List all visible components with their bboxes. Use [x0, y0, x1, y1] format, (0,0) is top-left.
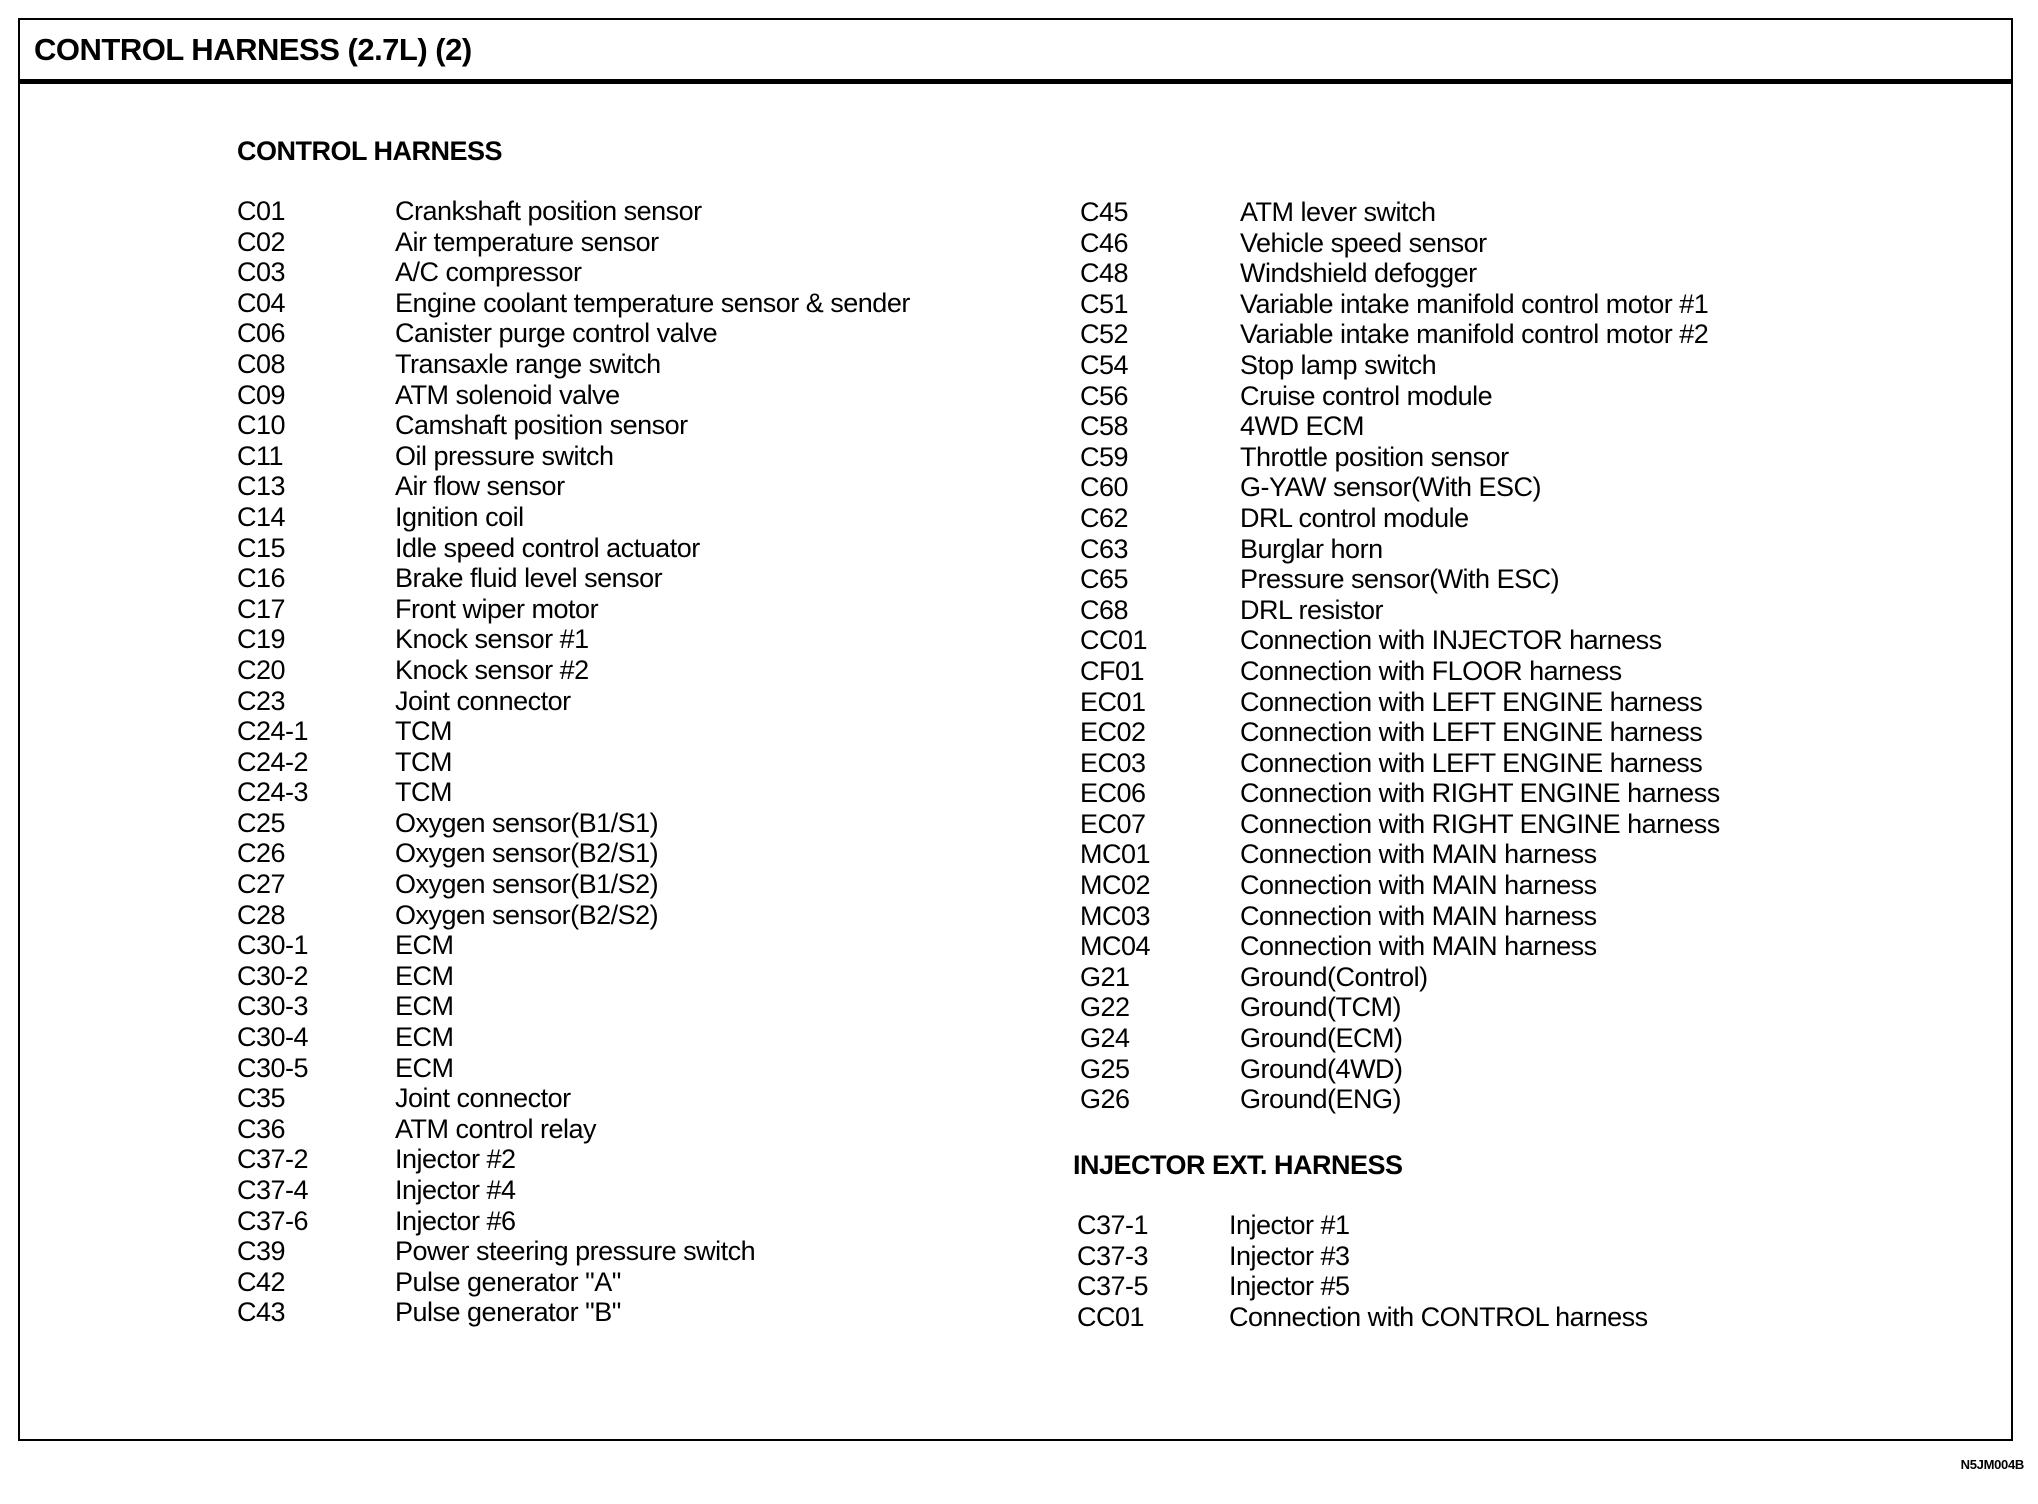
connector-description: Cruise control module: [1240, 380, 1493, 411]
connector-row: [237, 1206, 910, 1237]
connector-code: C59: [1080, 441, 1129, 472]
connector-code: C01: [237, 196, 286, 226]
connector-row: [1080, 717, 1720, 748]
connector-code: C43: [237, 1297, 286, 1328]
connector-row: [1077, 1210, 1648, 1241]
connector-code: C27: [237, 869, 286, 900]
connector-description: DRL resistor: [1240, 594, 1384, 625]
connector-row: [237, 747, 910, 778]
connector-description: Variable intake manifold control motor #2: [1240, 319, 1709, 350]
connector-row: [237, 1144, 910, 1175]
injector-ext-harness-heading: INJECTOR EXT. HARNESS: [1073, 1150, 1403, 1180]
connector-code: MC02: [1080, 870, 1151, 901]
connector-code: C45: [1080, 197, 1129, 227]
connector-row: [237, 196, 910, 227]
connector-code: C10: [237, 410, 286, 441]
connector-code: MC04: [1080, 931, 1151, 962]
connector-description: Injector #5: [1229, 1271, 1350, 1302]
connector-code: C37-2: [237, 1144, 309, 1175]
connector-row: [237, 900, 910, 931]
connector-row: [237, 349, 910, 380]
connector-description: Connection with LEFT ENGINE harness: [1240, 686, 1703, 717]
connector-description: ECM: [395, 930, 454, 961]
connector-row: [1080, 595, 1720, 626]
connector-row: [237, 1114, 910, 1145]
connector-row: [1080, 778, 1720, 809]
connector-code: C30-1: [237, 930, 309, 961]
connector-code: G22: [1080, 992, 1130, 1023]
connector-code: EC07: [1080, 808, 1146, 839]
connector-row: [237, 1053, 910, 1084]
connector-description: Ground(TCM): [1240, 992, 1402, 1023]
connector-description: Connection with LEFT ENGINE harness: [1240, 717, 1703, 748]
connector-row: [237, 1267, 910, 1298]
connector-description: Crankshaft position sensor: [395, 196, 702, 226]
connector-row: [237, 991, 910, 1022]
connector-code: C54: [1080, 349, 1129, 380]
connector-row: [1077, 1241, 1648, 1272]
connector-description: Knock sensor #1: [395, 624, 589, 655]
connector-description: Oxygen sensor(B1/S2): [395, 869, 659, 900]
connector-code: C02: [237, 226, 286, 257]
connector-code: C51: [1080, 288, 1129, 319]
connector-description: Connection with MAIN harness: [1240, 839, 1597, 870]
connector-row: [237, 502, 910, 533]
connector-description: Pressure sensor(With ESC): [1240, 564, 1560, 595]
connector-code: MC03: [1080, 900, 1151, 931]
connector-description: Engine coolant temperature sensor & sender: [395, 287, 910, 318]
connector-row: [1080, 1084, 1720, 1115]
connector-description: Brake fluid level sensor: [395, 563, 663, 594]
connector-code: C06: [237, 318, 286, 349]
connector-code: C09: [237, 379, 286, 410]
connector-description: Injector #3: [1229, 1240, 1350, 1271]
connector-code: C23: [237, 685, 286, 716]
connector-row: [237, 961, 910, 992]
connector-row: [237, 624, 910, 655]
connector-description: ATM lever switch: [1240, 197, 1436, 227]
page-title: CONTROL HARNESS (2.7L) (2): [34, 32, 472, 67]
connector-description: Ground(ENG): [1240, 1084, 1402, 1115]
connector-code: C37-1: [1077, 1210, 1149, 1240]
connector-code: C11: [237, 440, 284, 471]
connector-row: [1080, 503, 1720, 534]
connector-code: C20: [237, 654, 286, 685]
connector-description: Knock sensor #2: [395, 654, 589, 685]
connector-code: EC02: [1080, 717, 1146, 748]
connector-row: [1080, 748, 1720, 779]
connector-description: Oxygen sensor(B2/S1): [395, 838, 659, 869]
connector-row: [1080, 839, 1720, 870]
connector-row: [1080, 1023, 1720, 1054]
connector-row: [237, 869, 910, 900]
connector-description: Joint connector: [395, 1083, 571, 1114]
connector-description: Camshaft position sensor: [395, 410, 688, 441]
connector-row: [237, 410, 910, 441]
connector-code: C35: [237, 1083, 286, 1114]
connector-row: [237, 227, 910, 258]
connector-code: C39: [237, 1236, 286, 1267]
connector-code: C24-1: [237, 716, 309, 747]
connector-row: [237, 1022, 910, 1053]
connector-description: Connection with RIGHT ENGINE harness: [1240, 808, 1720, 839]
connector-row: [1080, 442, 1720, 473]
connector-code: C37-6: [237, 1205, 309, 1236]
connector-description: Idle speed control actuator: [395, 532, 700, 563]
connector-code: CF01: [1080, 655, 1145, 686]
connector-code: C25: [237, 807, 286, 838]
connector-code: C48: [1080, 258, 1129, 289]
connector-row: [237, 533, 910, 564]
connector-code: C30-5: [237, 1052, 309, 1083]
connector-row: [1080, 258, 1720, 289]
connector-row: [1080, 197, 1720, 228]
connector-description: Transaxle range switch: [395, 348, 661, 379]
connector-description: Burglar horn: [1240, 533, 1383, 564]
connector-row: [1080, 319, 1720, 350]
connector-row: [1080, 870, 1720, 901]
connector-code: C52: [1080, 319, 1129, 350]
connector-description: Air temperature sensor: [395, 226, 659, 257]
connector-description: ATM solenoid valve: [395, 379, 620, 410]
connector-description: Vehicle speed sensor: [1240, 227, 1487, 258]
connector-row: [1080, 901, 1720, 932]
connector-row: [1080, 534, 1720, 565]
connector-description: ECM: [395, 1022, 454, 1053]
connector-description: G-YAW sensor(With ESC): [1240, 472, 1542, 503]
connector-code: C14: [237, 501, 286, 532]
connector-description: TCM: [395, 716, 452, 747]
connector-description: Front wiper motor: [395, 593, 599, 624]
connector-code: G21: [1080, 961, 1130, 992]
title-bar: [20, 20, 2011, 84]
connector-row: [1080, 472, 1720, 503]
connector-row: [237, 1297, 910, 1328]
connector-description: Joint connector: [395, 685, 571, 716]
connector-row: [1080, 625, 1720, 656]
connector-description: Ignition coil: [395, 501, 524, 532]
connector-code: MC01: [1080, 839, 1151, 870]
connector-code: C46: [1080, 227, 1129, 258]
connector-description: Injector #2: [395, 1144, 516, 1175]
connector-description: Ground(Control): [1240, 961, 1428, 992]
connector-code: C24-2: [237, 746, 309, 777]
connector-description: Oil pressure switch: [395, 440, 614, 471]
connector-code: C13: [237, 471, 286, 502]
connector-description: 4WD ECM: [1240, 411, 1364, 442]
connector-row: [1080, 381, 1720, 412]
connector-row: [237, 594, 910, 625]
connector-code: EC03: [1080, 747, 1146, 778]
connector-description: Connection with LEFT ENGINE harness: [1240, 747, 1703, 778]
connector-row: [237, 1236, 910, 1267]
connector-description: Canister purge control valve: [395, 318, 718, 349]
connector-row: [237, 777, 910, 808]
connector-code: C08: [237, 348, 286, 379]
connector-description: Oxygen sensor(B1/S1): [395, 807, 659, 838]
connector-row: [1080, 687, 1720, 718]
connector-description: Injector #6: [395, 1205, 516, 1236]
connector-description: TCM: [395, 746, 452, 777]
connector-code: C56: [1080, 380, 1129, 411]
connector-code: C42: [237, 1266, 286, 1297]
connector-description: Power steering pressure switch: [395, 1236, 756, 1267]
connector-description: Connection with RIGHT ENGINE harness: [1240, 778, 1720, 809]
connector-code: C19: [237, 624, 286, 655]
connector-row: [237, 441, 910, 472]
connector-row: [237, 716, 910, 747]
connector-description: ECM: [395, 991, 454, 1022]
connector-code: C65: [1080, 564, 1129, 595]
connector-row: [237, 1175, 910, 1206]
connector-description: Stop lamp switch: [1240, 349, 1437, 380]
connector-row: [1080, 564, 1720, 595]
connector-row: [1080, 992, 1720, 1023]
connector-description: Injector #1: [1229, 1210, 1350, 1240]
connector-description: A/C compressor: [395, 257, 582, 288]
connector-description: Variable intake manifold control motor #1: [1240, 288, 1709, 319]
control-harness-left-list: [237, 196, 910, 1328]
injector-ext-harness-list: [1077, 1210, 1648, 1332]
connector-row: [1080, 656, 1720, 687]
connector-row: [237, 686, 910, 717]
connector-row: [1080, 228, 1720, 259]
connector-row: [1080, 289, 1720, 320]
connector-row: [1080, 1054, 1720, 1085]
connector-code: C28: [237, 899, 286, 930]
connector-description: Injector #4: [395, 1175, 516, 1205]
connector-description: Connection with INJECTOR harness: [1240, 625, 1662, 656]
connector-row: [1080, 809, 1720, 840]
connector-code: EC01: [1080, 686, 1146, 717]
connector-row: [1077, 1302, 1648, 1333]
connector-description: Oxygen sensor(B2/S2): [395, 899, 659, 930]
control-harness-right-list: [1080, 197, 1720, 1115]
connector-code: C60: [1080, 472, 1129, 503]
connector-row: [1077, 1271, 1648, 1302]
connector-code: C24-3: [237, 777, 309, 808]
connector-description: Connection with MAIN harness: [1240, 870, 1597, 901]
connector-row: [237, 930, 910, 961]
connector-code: C36: [237, 1113, 286, 1144]
connector-description: Connection with CONTROL harness: [1229, 1301, 1648, 1332]
figure-code: N5JM004B: [1960, 1457, 2024, 1472]
connector-row: [1080, 411, 1720, 442]
connector-description: Windshield defogger: [1240, 258, 1477, 289]
connector-row: [237, 655, 910, 686]
connector-code: C16: [237, 563, 286, 594]
connector-code: C37-3: [1077, 1240, 1149, 1271]
connector-row: [237, 563, 910, 594]
connector-code: G26: [1080, 1084, 1130, 1115]
connector-description: ATM control relay: [395, 1113, 597, 1144]
connector-code: CC01: [1077, 1301, 1145, 1332]
connector-description: ECM: [395, 1052, 454, 1083]
connector-code: C17: [237, 593, 286, 624]
connector-row: [1080, 931, 1720, 962]
connector-row: [237, 1083, 910, 1114]
connector-row: [237, 471, 910, 502]
connector-code: C58: [1080, 411, 1129, 442]
connector-code: EC06: [1080, 778, 1146, 809]
connector-row: [237, 838, 910, 869]
connector-description: Pulse generator "A": [395, 1266, 621, 1297]
connector-row: [237, 808, 910, 839]
connector-code: C04: [237, 287, 286, 318]
connector-code: C68: [1080, 594, 1129, 625]
connector-description: Ground(ECM): [1240, 1023, 1403, 1054]
connector-description: Ground(4WD): [1240, 1053, 1403, 1084]
connector-row: [237, 318, 910, 349]
connector-code: CC01: [1080, 625, 1148, 656]
connector-code: G25: [1080, 1053, 1130, 1084]
connector-row: [1080, 350, 1720, 381]
connector-code: C63: [1080, 533, 1129, 564]
connector-code: C30-3: [237, 991, 309, 1022]
connector-description: ECM: [395, 960, 454, 991]
connector-description: Throttle position sensor: [1240, 441, 1509, 472]
connector-code: C37-5: [1077, 1271, 1149, 1302]
connector-code: G24: [1080, 1023, 1130, 1054]
connector-description: Pulse generator "B": [395, 1297, 621, 1328]
connector-row: [237, 288, 910, 319]
connector-code: C37-4: [237, 1175, 309, 1205]
connector-description: Connection with FLOOR harness: [1240, 655, 1622, 686]
connector-row: [1080, 962, 1720, 993]
connector-row: [237, 257, 910, 288]
connector-description: Connection with MAIN harness: [1240, 931, 1597, 962]
connector-code: C15: [237, 532, 286, 563]
connector-code: C30-2: [237, 960, 309, 991]
connector-description: Connection with MAIN harness: [1240, 900, 1597, 931]
connector-code: C03: [237, 257, 286, 288]
connector-description: Air flow sensor: [395, 471, 565, 502]
connector-code: C30-4: [237, 1022, 309, 1053]
connector-code: C62: [1080, 502, 1129, 533]
connector-row: [237, 380, 910, 411]
connector-description: TCM: [395, 777, 452, 808]
control-harness-heading: CONTROL HARNESS: [237, 136, 503, 166]
connector-description: DRL control module: [1240, 502, 1469, 533]
connector-code: C26: [237, 838, 286, 869]
